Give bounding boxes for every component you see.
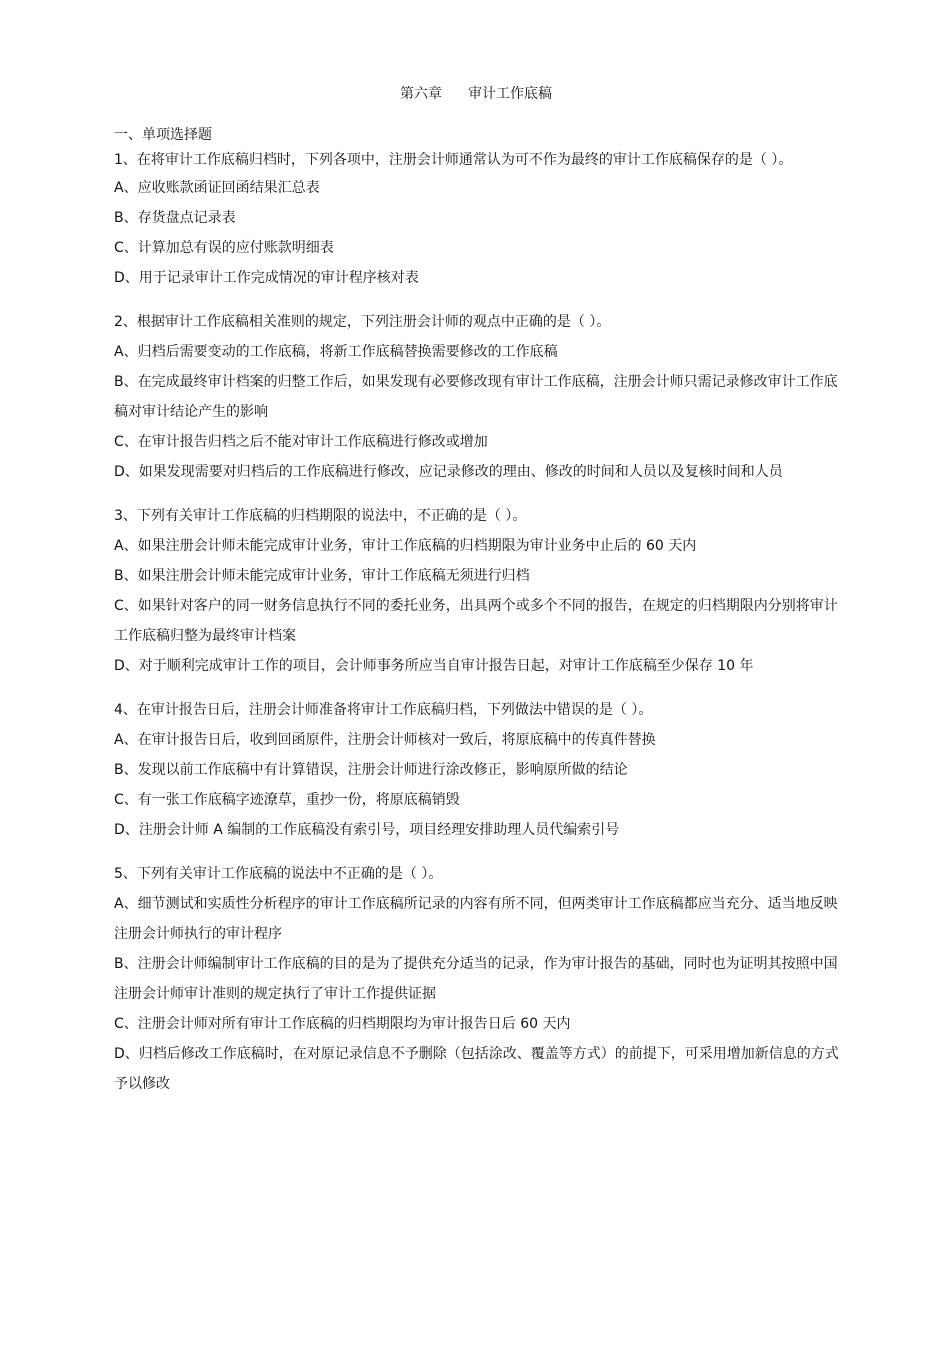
option-a: A、归档后需要变动的工作底稿，将新工作底稿替换需要修改的工作底稿: [114, 344, 558, 360]
question-2: [114, 307, 850, 487]
option-c: C、如果针对客户的同一财务信息执行不同的委托业务，出具两个或多个不同的报告，在规定的归档期限内分别将审计工作底稿归整为最终审计档案: [114, 598, 838, 644]
option-d: D、对于顺利完成审计工作的项目，会计师事务所应当自审计报告日起，对审计工作底稿至少保存 10 年: [114, 658, 754, 674]
option-a: A、在审计报告日后，收到回函原件，注册会计师核对一致后，将原底稿中的传真件替换: [114, 732, 656, 748]
option-b: B、在完成最终审计档案的归整工作后，如果发现有必要修改现有审计工作底稿，注册会计师只需记录修改审计工作底稿对审计结论产生的影响: [114, 374, 838, 420]
chapter-title: 审计工作底稿: [468, 86, 552, 102]
question-3: [114, 501, 850, 681]
question-stem: 5、下列有关审计工作底稿的说法中不正确的是（ ）。: [114, 866, 443, 882]
question-stem: 3、下列有关审计工作底稿的归档期限的说法中，不正确的是（ ）。: [114, 508, 527, 524]
question-4: [114, 695, 850, 845]
option-b: B、存货盘点记录表: [114, 210, 236, 226]
option-a: A、应收账款函证回函结果汇总表: [114, 180, 320, 196]
question-stem: 2、根据审计工作底稿相关准则的规定，下列注册会计师的观点中正确的是（ ）。: [114, 314, 611, 330]
section-heading: 一、单项选择题: [114, 127, 212, 143]
option-a: A、细节测试和实质性分析程序的审计工作底稿所记录的内容有所不同，但两类审计工作底稿都应当充分、适当地反映注册会计师执行的审计程序: [114, 896, 838, 942]
chapter-heading: [114, 79, 850, 109]
option-c: C、计算加总有误的应付账款明细表: [114, 240, 334, 256]
question-1: [114, 147, 850, 293]
option-c: C、在审计报告归档之后不能对审计工作底稿进行修改或增加: [114, 434, 488, 450]
option-c: C、有一张工作底稿字迹潦草，重抄一份，将原底稿销毁: [114, 792, 460, 808]
option-b: B、如果注册会计师未能完成审计业务，审计工作底稿无须进行归档: [114, 568, 530, 584]
question-stem: 4、在审计报告日后，注册会计师准备将审计工作底稿归档，下列做法中错误的是（ ）。: [114, 702, 653, 718]
option-b: B、注册会计师编制审计工作底稿的目的是为了提供充分适当的记录，作为审计报告的基础，同时也为证明其按照中国注册会计师审计准则的规定执行了审计工作提供证据: [114, 956, 838, 1002]
option-d: D、用于记录审计工作完成情况的审计程序核对表: [114, 270, 419, 286]
option-a: A、如果注册会计师未能完成审计业务，审计工作底稿的归档期限为审计业务中止后的 60 天内: [114, 538, 697, 554]
question-5: [114, 859, 850, 1099]
option-c: C、注册会计师对所有审计工作底稿的归档期限均为审计报告日后 60 天内: [114, 1016, 571, 1032]
option-b: B、发现以前工作底稿中有计算错误，注册会计师进行涂改修正，影响原所做的结论: [114, 762, 628, 778]
chapter-number: 第六章: [400, 86, 442, 102]
option-d: D、如果发现需要对归档后的工作底稿进行修改，应记录修改的理由、修改的时间和人员以及复核时间和人员: [114, 464, 783, 480]
option-d: D、归档后修改工作底稿时，在对原记录信息不予删除（包括涂改、覆盖等方式）的前提下，可采用增加新信息的方式予以修改: [114, 1046, 839, 1092]
question-stem: 1、在将审计工作底稿归档时，下列各项中，注册会计师通常认为可不作为最终的审计工作底稿保存的是（ ）。: [114, 152, 793, 168]
option-d: D、注册会计师 A 编制的工作底稿没有索引号，项目经理安排助理人员代编索引号: [114, 822, 620, 838]
